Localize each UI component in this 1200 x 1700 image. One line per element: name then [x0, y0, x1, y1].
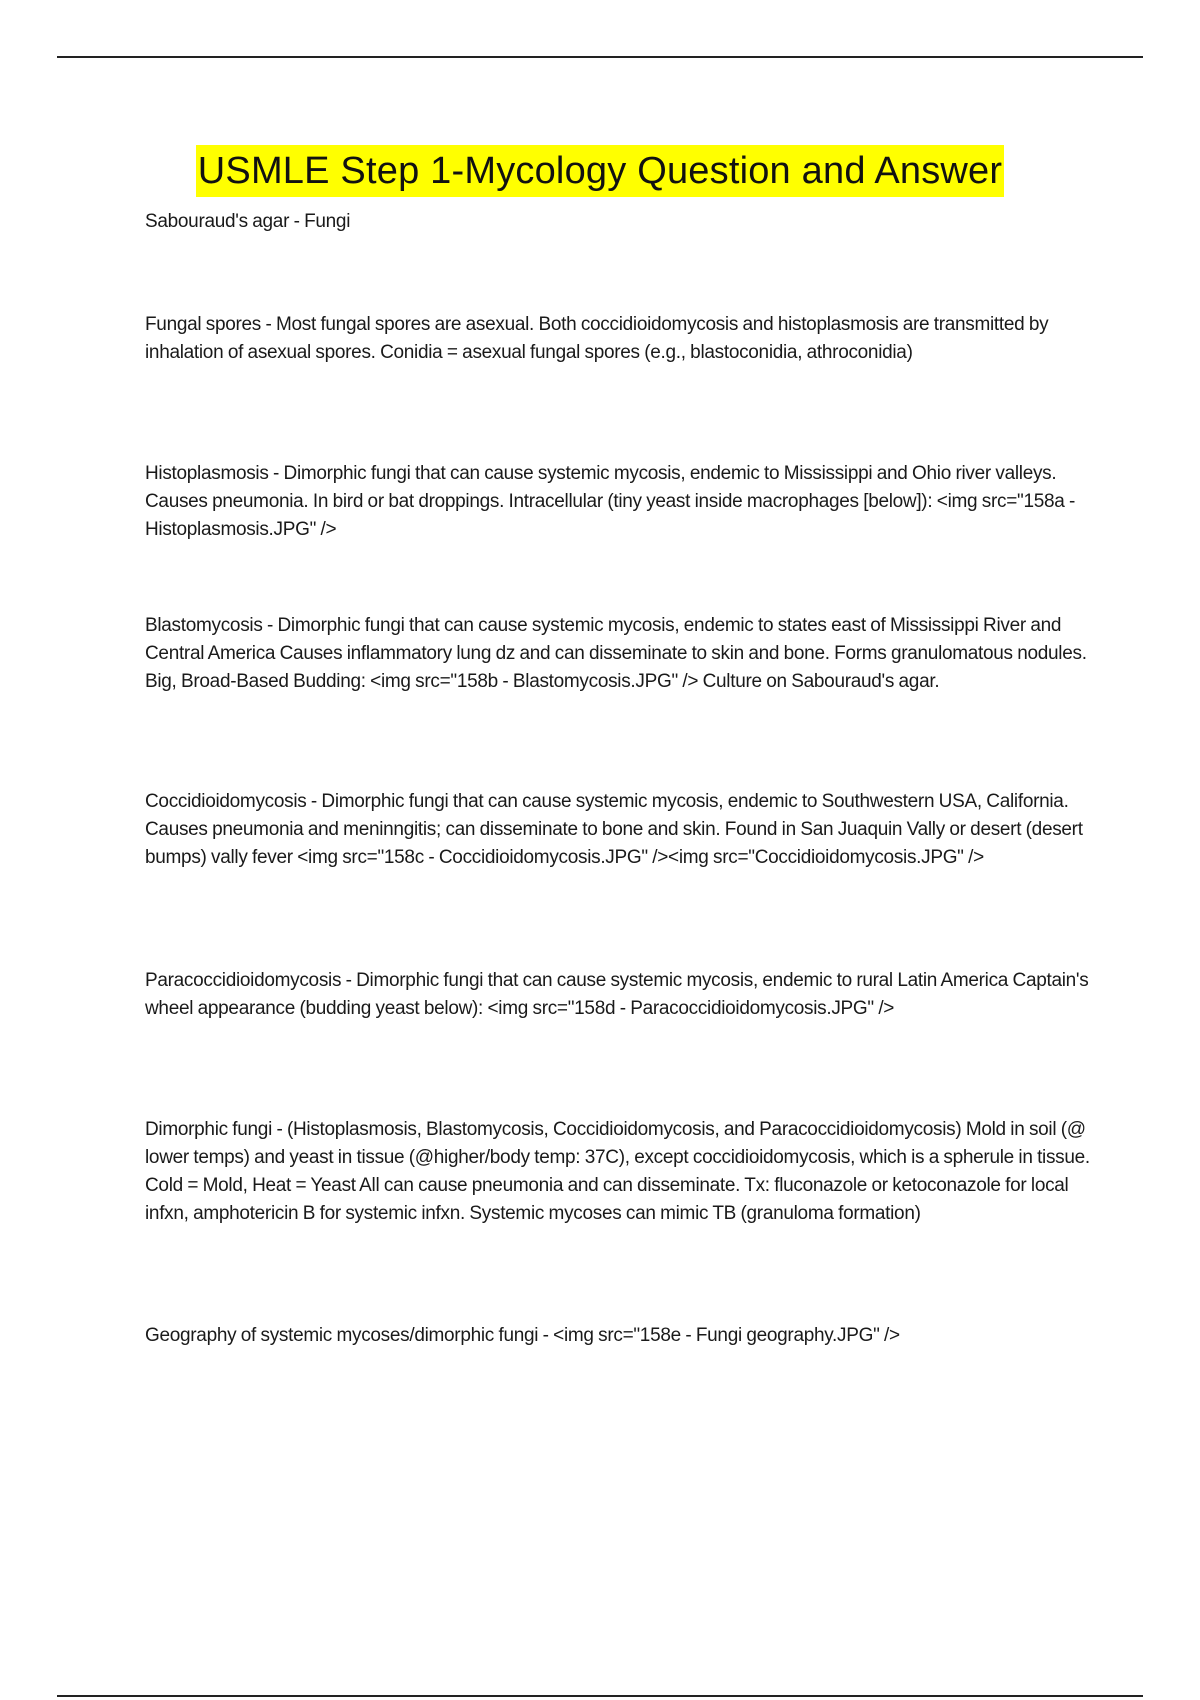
header-rule	[57, 56, 1143, 58]
qa-entry-fungal-spores: Fungal spores - Most fungal spores are asexual. Both coccidioidomycosis and histoplasmosis are transmitted by inhalation of asexual spores. Conidia = asexual fungal spores (e.g., blastoconidia, athroconidia)	[145, 314, 1049, 363]
qa-entry-paracoccidioidomycosis: Paracoccidioidomycosis - Dimorphic fungi that can cause systemic mycosis, endemic to rural Latin America Captain's wheel appearance (budding yeast below): <img src="158d - Paracoccidioidomycosis.JPG" />	[145, 970, 1089, 1019]
title-block	[0, 145, 1200, 197]
qa-entry-histoplasmosis: Histoplasmosis - Dimorphic fungi that can cause systemic mycosis, endemic to Mississippi and Ohio river valleys. Causes pneumonia. In bird or bat droppings. Intracellular (tiny yeast inside macrophages [below]): <img src="158a - Histoplasmosis.JPG" />	[145, 463, 1076, 540]
footer-rule	[57, 1695, 1143, 1697]
qa-entry-dimorphic-fungi: Dimorphic fungi - (Histoplasmosis, Blastomycosis, Coccidioidomycosis, and Paracoccidioidomycosis) Mold in soil (@ lower temps) and yeast in tissue (@higher/body temp: 37C), except coccidioidomycosis, which is a spherule in tissue. Cold = Mold, Heat = Yeast All can cause pneumonia and can disseminate. Tx: fluconazole or ketoconazole for local infxn, amphotericin B for systemic infxn. Systemic mycoses can mimic TB (granuloma formation)	[145, 1119, 1090, 1224]
qa-entry-geography: Geography of systemic mycoses/dimorphic fungi - <img src="158e - Fungi geography.JPG" />	[145, 1325, 900, 1346]
qa-entry-sabouraud: Sabouraud's agar - Fungi	[145, 211, 351, 232]
qa-entry-coccidioidomycosis: Coccidioidomycosis - Dimorphic fungi that can cause systemic mycosis, endemic to Southwestern USA, California. Causes pneumonia and meninngitis; can disseminate to bone and skin. Found in San Juaquin Vally or desert (desert bumps) vally fever <img src="158c - Coccidioidomycosis.JPG" /><img src="Coccidioidomycosis.JPG" />	[145, 791, 1083, 868]
document-title: USMLE Step 1-Mycology Question and Answer	[196, 145, 1004, 197]
qa-entry-blastomycosis: Blastomycosis - Dimorphic fungi that can cause systemic mycosis, endemic to states east of Mississippi River and Central America Causes inflammatory lung dz and can disseminate to skin and bone. Forms granulomatous nodules. Big, Broad-Based Budding: <img src="158b - Blastomycosis.JPG" /> Culture on Sabouraud's agar.	[145, 615, 1087, 692]
